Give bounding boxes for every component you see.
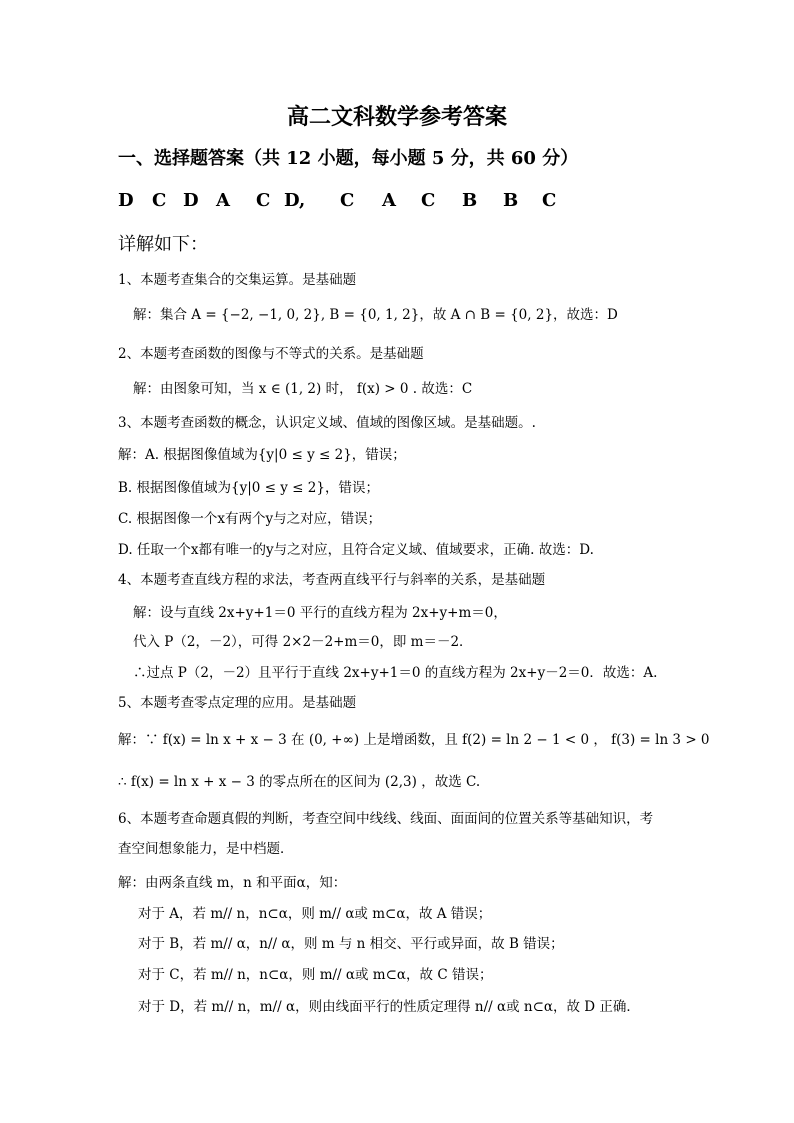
answer-5: C	[256, 190, 271, 211]
page-title: 高二文科数学参考答案	[286, 104, 507, 130]
q6-topic-2: 查空间想象能力，是中档题．	[118, 841, 294, 857]
q6-option-c: 对于 C，若 m// n，n⊂α，则 m// α或 m⊂α，故 C 错误；	[138, 967, 493, 983]
q3-solution-b: B. 根据图像值域为{y|0 ≤ y ≤ 2}，错误；	[118, 480, 379, 496]
q1-solution: 解：集合 A = {−2, −1, 0, 2}, B = {0, 1, 2}，故 A ∩ B = {0, 2}，故选：D	[133, 307, 618, 323]
q6-topic-1: 6、本题考查命题真假的判断，考查空间中线线、线面、面面间的位置关系等基础知识，考	[118, 811, 654, 827]
answer-8: A	[382, 190, 396, 211]
q1-topic: 1、本题考查集合的交集运算。是基础题	[118, 272, 357, 288]
q5-solution-2: ∴ f(x) = ln x + x − 3 的零点所在的区间为 (2,3) ，故选 C.	[118, 774, 481, 790]
q4-solution-2: 代入 P（2，－2），可得 2×2－2+m＝0，即 m＝－2．	[133, 634, 473, 650]
q5-solution-1: 解：∵ f(x) = ln x + x − 3 在 (0, +∞) 上是增函数，且 f(2) = ln 2 − 1 < 0 ， f(3) = ln 3 > 0	[118, 732, 710, 748]
q4-solution-1: 解：设与直线 2x+y+1＝0 平行的直线方程为 2x+y+m＝0，	[133, 605, 507, 621]
q6-option-d: 对于 D，若 m// n，m// α，则由线面平行的性质定理得 n// α或 n⊂α，故 D 正确．	[138, 999, 640, 1015]
section-heading-choice: 一、选择题答案（共 12 小题，每小题 5 分，共 60 分）	[118, 148, 579, 169]
q3-solution-c: C. 根据图像一个x有两个y与之对应，错误；	[118, 511, 382, 527]
q4-topic: 4、本题考查直线方程的求法，考查两直线平行与斜率的关系，是基础题	[118, 572, 546, 588]
q5-topic: 5、本题考查零点定理的应用。是基础题	[118, 695, 357, 711]
answer-12: C	[542, 190, 557, 211]
q2-topic: 2、本题考查函数的图像与不等式的关系。是基础题	[118, 346, 424, 362]
answer-6: D,	[284, 190, 306, 211]
q3-topic: 3、本题考查函数的概念，认识定义域、值域的图像区域。是基础题。.	[118, 415, 536, 431]
q6-solution-intro: 解：由两条直线 m，n 和平面α，知：	[118, 875, 347, 891]
q2-solution: 解：由图象可知，当 x ∈ (1, 2) 时， f(x) > 0 . 故选：C	[133, 381, 473, 397]
q3-solution-d: D. 任取一个x都有唯一的y与之对应，且符合定义域、值域要求，正确. 故选：D.	[118, 542, 594, 558]
answer-2: C	[152, 190, 167, 211]
answer-7: C	[340, 190, 355, 211]
q3-solution-a: 解：A. 根据图像值域为{y|0 ≤ y ≤ 2}，错误；	[118, 447, 406, 463]
q4-solution-3: ∴过点 P（2，－2）且平行于直线 2x+y+1＝0 的直线方程为 2x+y－2＝0．故选：A.	[133, 665, 658, 681]
q6-option-a: 对于 A，若 m// n，n⊂α，则 m// α或 m⊂α，故 A 错误；	[138, 906, 492, 922]
details-heading: 详解如下：	[118, 234, 208, 255]
answer-10: B	[462, 190, 478, 211]
answer-1: D	[118, 190, 134, 211]
answer-4: A	[216, 190, 230, 211]
answer-9: C	[421, 190, 436, 211]
q6-option-b: 对于 B，若 m// α，n// α，则 m 与 n 相交、平行或异面，故 B 错误；	[138, 936, 564, 952]
answer-11: B	[503, 190, 519, 211]
answer-3: D	[183, 190, 199, 211]
